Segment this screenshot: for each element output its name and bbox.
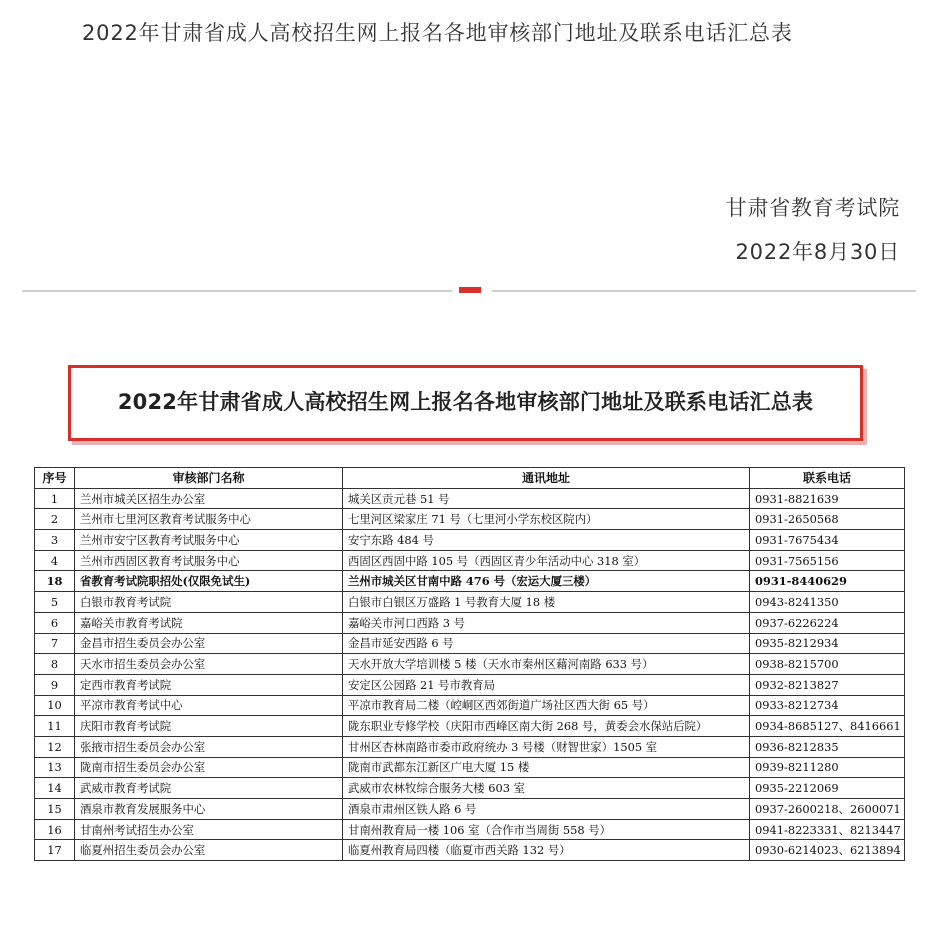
address: 西固区西固中路 105 号（西固区青少年活动中心 318 室） xyxy=(343,550,750,571)
row-number: 11 xyxy=(35,716,75,737)
phone: 0938-8215700 xyxy=(750,654,905,675)
address: 武威市农林牧综合服务大楼 603 室 xyxy=(343,778,750,799)
phone: 0941-8223331、8213447 xyxy=(750,819,905,840)
row-number: 8 xyxy=(35,654,75,675)
intro-paragraph: 2022年甘肃省成人高校招生网上报名各地审核部门地址及联系电话汇总表 xyxy=(82,21,793,45)
signature-org: 甘肃省教育考试院 xyxy=(725,196,900,220)
phone: 0933-8212734 xyxy=(750,695,905,716)
phone: 0935-8212934 xyxy=(750,633,905,654)
table-row xyxy=(35,530,905,551)
department-name: 定西市教育考试院 xyxy=(75,674,343,695)
table-row xyxy=(35,736,905,757)
department-name: 兰州市西固区教育考试服务中心 xyxy=(75,550,343,571)
department-name: 庆阳市教育考试院 xyxy=(75,716,343,737)
row-number: 13 xyxy=(35,757,75,778)
header-department: 审核部门名称 xyxy=(75,468,343,489)
row-number: 18 xyxy=(35,571,75,592)
address: 甘州区杏林南路市委市政府统办 3 号楼（财智世家）1505 室 xyxy=(343,736,750,757)
department-name: 张掖市招生委员会办公室 xyxy=(75,736,343,757)
row-number: 10 xyxy=(35,695,75,716)
header-address: 通讯地址 xyxy=(343,468,750,489)
table-row xyxy=(35,488,905,509)
department-name: 白银市教育考试院 xyxy=(75,592,343,613)
department-name: 武威市教育考试院 xyxy=(75,778,343,799)
row-number: 7 xyxy=(35,633,75,654)
table-row xyxy=(35,840,905,861)
table-row xyxy=(35,509,905,530)
row-number: 2 xyxy=(35,509,75,530)
phone: 0931-8821639 xyxy=(750,488,905,509)
address: 安宁东路 484 号 xyxy=(343,530,750,551)
row-number: 16 xyxy=(35,819,75,840)
table-row xyxy=(35,654,905,675)
address: 甘南州教育局一楼 106 室（合作市当周街 558 号） xyxy=(343,819,750,840)
contact-table xyxy=(34,467,905,861)
phone: 0930-6214023、6213894 xyxy=(750,840,905,861)
divider-line-left xyxy=(22,290,452,292)
address: 酒泉市肃州区铁人路 6 号 xyxy=(343,799,750,820)
phone: 0934-8685127、8416661 xyxy=(750,716,905,737)
row-number: 6 xyxy=(35,612,75,633)
phone: 0935-2212069 xyxy=(750,778,905,799)
row-number: 17 xyxy=(35,840,75,861)
section-divider xyxy=(22,290,916,298)
department-name: 临夏州招生委员会办公室 xyxy=(75,840,343,861)
header-no: 序号 xyxy=(35,468,75,489)
table-row xyxy=(35,757,905,778)
table-row xyxy=(35,819,905,840)
department-name: 兰州市七里河区教育考试服务中心 xyxy=(75,509,343,530)
row-number: 15 xyxy=(35,799,75,820)
table-header-row xyxy=(35,468,905,489)
department-name: 陇南市招生委员会办公室 xyxy=(75,757,343,778)
address: 天水开放大学培训楼 5 楼（天水市秦州区藉河南路 633 号） xyxy=(343,654,750,675)
address: 白银市白银区万盛路 1 号教育大厦 18 楼 xyxy=(343,592,750,613)
table-row xyxy=(35,612,905,633)
phone: 0943-8241350 xyxy=(750,592,905,613)
phone: 0931-8440629 xyxy=(750,571,905,592)
table-row xyxy=(35,550,905,571)
row-number: 3 xyxy=(35,530,75,551)
address: 安定区公园路 21 号市教育局 xyxy=(343,674,750,695)
address: 兰州市城关区甘南中路 476 号（宏运大厦三楼） xyxy=(343,571,750,592)
row-number: 12 xyxy=(35,736,75,757)
phone: 0939-8211280 xyxy=(750,757,905,778)
row-number: 9 xyxy=(35,674,75,695)
address: 城关区贡元巷 51 号 xyxy=(343,488,750,509)
address: 嘉峪关市河口西路 3 号 xyxy=(343,612,750,633)
department-name: 天水市招生委员会办公室 xyxy=(75,654,343,675)
phone: 0932-8213827 xyxy=(750,674,905,695)
department-name: 兰州市安宁区教育考试服务中心 xyxy=(75,530,343,551)
row-number: 14 xyxy=(35,778,75,799)
department-name: 省教育考试院职招处(仅限免试生) xyxy=(75,571,343,592)
department-name: 金昌市招生委员会办公室 xyxy=(75,633,343,654)
phone: 0931-2650568 xyxy=(750,509,905,530)
address: 陇东职业专修学校（庆阳市西峰区南大街 268 号，黄委会水保站后院） xyxy=(343,716,750,737)
table-row xyxy=(35,674,905,695)
table-row xyxy=(35,592,905,613)
table-row xyxy=(35,633,905,654)
department-name: 兰州市城关区招生办公室 xyxy=(75,488,343,509)
address: 临夏州教育局四楼（临夏市西关路 132 号） xyxy=(343,840,750,861)
department-name: 嘉峪关市教育考试院 xyxy=(75,612,343,633)
phone: 0936-8212835 xyxy=(750,736,905,757)
table-row xyxy=(35,695,905,716)
department-name: 酒泉市教育发展服务中心 xyxy=(75,799,343,820)
phone: 0937-2600218、2600071 xyxy=(750,799,905,820)
department-name: 平凉市教育考试中心 xyxy=(75,695,343,716)
phone: 0937-6226224 xyxy=(750,612,905,633)
divider-line-right xyxy=(492,290,916,292)
phone: 0931-7675434 xyxy=(750,530,905,551)
table-title: 2022年甘肃省成人高校招生网上报名各地审核部门地址及联系电话汇总表 xyxy=(117,390,814,414)
row-number: 5 xyxy=(35,592,75,613)
divider-accent-mark xyxy=(459,287,481,293)
address: 七里河区梁家庄 71 号（七里河小学东校区院内） xyxy=(343,509,750,530)
signature-block xyxy=(726,186,900,274)
phone: 0931-7565156 xyxy=(750,550,905,571)
table-row xyxy=(35,716,905,737)
header-phone: 联系电话 xyxy=(750,468,905,489)
address: 金昌市延安西路 6 号 xyxy=(343,633,750,654)
department-name: 甘南州考试招生办公室 xyxy=(75,819,343,840)
table-body xyxy=(35,488,905,860)
table-row xyxy=(35,778,905,799)
row-number: 1 xyxy=(35,488,75,509)
address: 平凉市教育局二楼（崆峒区西郊街道广场社区西大街 65 号） xyxy=(343,695,750,716)
signature-date: 2022年8月30日 xyxy=(735,240,900,264)
table-title-box xyxy=(68,365,863,441)
table-row xyxy=(35,799,905,820)
address: 陇南市武都东江新区广电大厦 15 楼 xyxy=(343,757,750,778)
table-row xyxy=(35,571,905,592)
row-number: 4 xyxy=(35,550,75,571)
